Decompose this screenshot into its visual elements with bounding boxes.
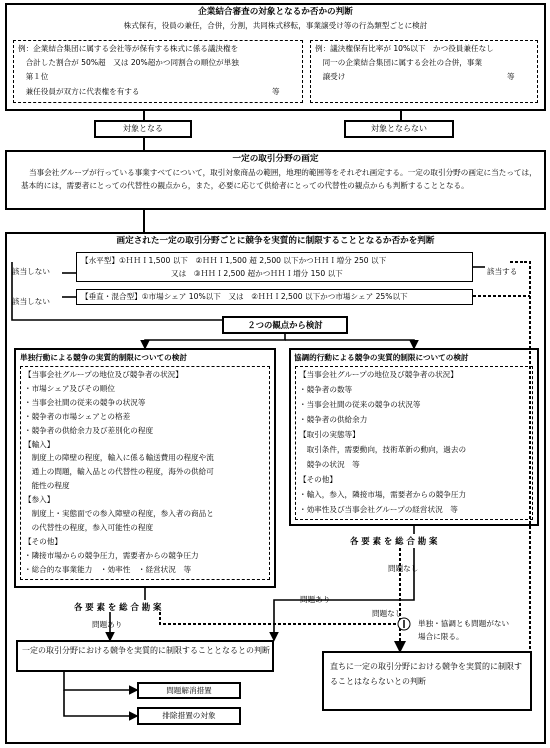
horizontal-line-1: 【水平型】①ＨＨＩ1,500 以下 ②ＨＨＩ1,500 超 2,500 以下かつＨＨＩ増分 250 以下 — [81, 256, 387, 265]
not-applicable-rail — [12, 262, 222, 320]
competition-analysis-title: 画定された一定の取引分野ごとに競争を実質的に制限することとなるか否かを判断 — [116, 236, 435, 246]
factor-item: 能性の程度 — [24, 481, 70, 491]
example-left-line-4: 兼任役員が双方に代表権を有する — [18, 87, 140, 96]
not-applicable-label-2: 該当しない — [12, 297, 50, 306]
both-no-problem-note-1: 単独・協調とも問題がない — [418, 619, 510, 628]
problem-yes-left-label: 問題あり — [92, 620, 123, 629]
applicable-label: 該当する — [487, 267, 518, 276]
horizontal-line-2: 又は ③ＨＨＩ2,500 超かつＨＨＩ増分 150 以下 — [171, 269, 343, 278]
unilateral-conduct-title: 単独行動による競争の実質的制限についての検討 — [20, 353, 187, 362]
problem-none-right-label: 問題なし — [388, 564, 419, 573]
factor-item: 取引条件，需要動向，技術革新の動向，過去の — [299, 445, 467, 454]
factor-item: ・競争者の数等 — [299, 385, 353, 394]
factor-item: 【取引の実態等】 — [299, 430, 360, 439]
factor-item: ・市場シェア及びその順位 — [24, 383, 115, 393]
two-viewpoints-box: ２つの観点から検討 — [222, 316, 348, 334]
synthesis-right-label: 各 要 素 を 総 合 勘 案 — [350, 536, 438, 546]
problem-none-mid-label: 問題なし — [372, 609, 403, 618]
factor-item: ・当事会社間の従来の競争の状況等 — [299, 400, 421, 409]
factor-item: ・当事会社間の従来の競争の状況等 — [24, 397, 146, 407]
example-left-line-3: 第１位 — [18, 72, 49, 81]
factor-item: 制度上の障壁の程度，輸入に係る輸送費用の程度や流 — [24, 453, 214, 463]
factor-item: 制度上・実態面での参入障壁の程度，参入者の商品と — [24, 509, 214, 518]
synthesis-left-label: 各 要 素 を 総 合 勘 案 — [74, 602, 162, 612]
factor-item: 【当事会社グループの地位及び競争者の状況】 — [299, 370, 458, 379]
review-target-subtitle: 株式保有，役員の兼任，合併，分割，共同株式移転，事業譲受け等の行為類型ごとに検討 — [123, 21, 428, 30]
example-right-etc: 等 — [507, 72, 515, 81]
elimination-box: 排除措置の対象 — [137, 707, 241, 725]
factor-item: ・輸入，参入，隣接市場，需要者からの競争圧力 — [299, 490, 467, 499]
example-right-line-2: 同一の企業結合集団に属する会社の合併，事業 — [315, 58, 483, 67]
example-left-etc: 等 — [272, 87, 280, 96]
not-applicable-label-1: 該当しない — [12, 267, 50, 276]
factor-item: 【当事会社グループの地位及び競争者の状況】 — [24, 370, 183, 379]
remedy-box: 問題解消措置 — [137, 682, 241, 699]
factor-item: ・競争者の市場シェアとの格差 — [24, 411, 131, 421]
factor-item: ・効率性及び当事会社グループの経営状況 等 — [299, 505, 458, 514]
applicable-rail — [524, 262, 530, 651]
review-target-title: 企業結合審査の対象となるか否かの判断 — [198, 7, 353, 17]
factor-item: 【参入】 — [24, 495, 55, 505]
no-restriction-judgment-text: 直ちに一定の取引分野における競争を実質的に制限することはならないとの判断 — [330, 662, 522, 686]
factor-item: 【その他】 — [24, 536, 62, 546]
factor-item: 【その他】 — [299, 475, 337, 484]
restriction-judgment-text: 一定の取引分野における競争を実質的に制限することとなるとの判断 — [22, 646, 270, 655]
vertical-line: 【垂直・混合型】①市場シェア 10%以下 又は ②ＨＨＩ2,500 以下かつ市場シェア 25%以下 — [81, 292, 408, 301]
coordinated-conduct-title: 協調的行動による競争の実質的制限についての検討 — [294, 353, 469, 362]
factor-item: ・総合的な事業能力 ・効率性 ・経営状況 等 — [24, 564, 192, 574]
example-right-line-1: 例：議決権保有比率が 10%以下 かつ役員兼任なし — [315, 44, 494, 53]
factor-item: ・競争者の供給余力 — [299, 415, 368, 424]
factor-item: ・隣接市場からの競争圧力，需要者からの競争圧力 — [24, 550, 199, 560]
factor-item: 【輸入】 — [24, 439, 55, 449]
example-left-line-2: 合計した割合が 50%超 又は 20%超かつ同割合の順位が単独 — [18, 58, 239, 67]
example-left-line-1: 例：企業結合集団に属する会社等が保有する株式に係る議決権を — [18, 44, 239, 53]
target-no-box: 対象とならない — [344, 120, 454, 138]
target-yes-box: 対象となる — [94, 120, 192, 138]
factor-item: の代替性の程度，参入可能性の程度 — [24, 522, 154, 532]
problem-yes-mid-label: 問題あり — [300, 595, 331, 604]
factor-item: ・競争者の供給余力及び差別化の程度 — [24, 425, 154, 435]
example-right-line-3: 譲受け — [315, 72, 346, 81]
market-definition-title: 一定の取引分野の画定 — [232, 154, 319, 164]
factor-item: 通上の問題，輸入品との代替性の程度，海外の供給可 — [24, 467, 214, 477]
factor-item: 競争の状況 等 — [299, 460, 360, 469]
market-definition-body: 当事会社グループが行っている事業すべてについて，取引対象商品の範囲，地理的範囲等をそれぞれ画定する。一定の取引分野の画定に当たっては，基本的には，需要者にとっての代替性の観点から，また，必要に応じて供給者にとっての代替性の観点からも判断することとなる。 — [21, 168, 537, 190]
both-no-problem-note-2: 場合に限る。 — [418, 632, 464, 641]
